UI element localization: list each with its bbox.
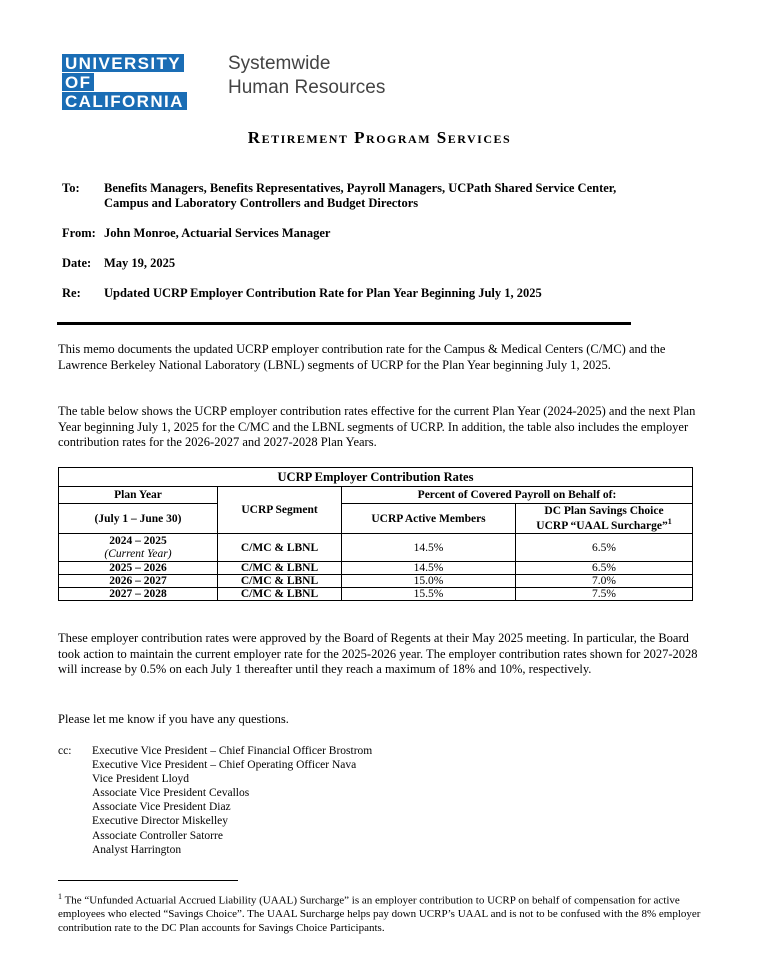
cc-name: Analyst Harrington [92, 843, 182, 856]
footnote-marker: 1 [58, 892, 62, 901]
to-value: Benefits Managers, Benefits Representatives, Payroll Managers, UCPath Shared Service Center, Campus and Laboratory Controllers and Budget Directors [104, 181, 617, 210]
header-plan-year-sub: (July 1 – June 30) [59, 504, 218, 534]
table-header-row-1 [59, 487, 693, 504]
rates-table [58, 467, 693, 601]
header-dc-line-1: DC Plan Savings Choice [544, 505, 664, 518]
header-dc-line-2: UCRP “UAAL Surcharge” [536, 519, 668, 532]
table-row [59, 534, 693, 548]
current-year-note: (Current Year) [59, 548, 218, 562]
row-year: 2026 – 2027 [59, 575, 218, 588]
row-dc: 7.5% [516, 588, 693, 601]
row-segment: C/MC & LBNL [218, 588, 342, 601]
university-logo [62, 54, 187, 111]
cc-name: Associate Vice President Diaz [92, 801, 231, 814]
row-year: 2025 – 2026 [59, 562, 218, 575]
org-line-2: Human Resources [228, 77, 386, 98]
cc-name: Executive Vice President – Chief Financial Officer Brostrom [92, 745, 373, 757]
page-title: Retirement Program Services [247, 128, 512, 147]
paragraph-1: This memo documents the updated UCRP employer contribution rate for the Campus & Medical Centers (C/MC) and the Lawrence Berkeley National Laboratory (LBNL) segments of UCRP for the Plan Year beginning July 1, 2025. [58, 342, 666, 372]
date-label: Date: [62, 256, 92, 270]
footnote-ref: 1 [667, 517, 672, 527]
memo-date [62, 256, 642, 271]
row-active: 14.5% [342, 534, 516, 562]
cc-name: Associate Vice President Cevallos [92, 787, 250, 800]
footnote-text: The “Unfunded Actuarial Accrued Liability (UAAL) Surcharge” is an employer contribution to UCRP on behalf of compensation for active employees who elected “Savings Choice”. The UAAL Surcharge helps pay down UCRP’s UAAL and is not to be confused with the 8% employer contribution rate to the DC Plan accounts for Savings Choice Participants. [58, 894, 701, 934]
paragraph-2: The table below shows the UCRP employer contribution rates effective for the current Plan Year (2024-2025) and the next Plan Year beginning July 1, 2025 for the C/MC and the LBNL segments of UCRP. In addition, the table also includes the employer contribution rates for the 2026-2027 and 2027-2028 Plan Years. [58, 404, 696, 449]
paragraph-3: These employer contribution rates were approved by the Board of Regents at their May 2025 meeting. In particular, the Board took action to maintain the current employer rate for the 2025-2026 year. The employer contribution rates shown for 2027-2028 will increase by 0.5% on each July 1 thereafter until they reach a maximum of 18% and 10%, respectively. [58, 631, 698, 676]
to-label: To: [62, 181, 80, 195]
row-segment: C/MC & LBNL [218, 562, 342, 575]
cc-name: Executive Vice President – Chief Operating Officer Nava [92, 759, 357, 772]
footnote [58, 890, 708, 935]
header-active: UCRP Active Members [342, 504, 516, 534]
table-header-row-2 [59, 504, 693, 534]
paragraph-4: Please let me know if you have any questions. [58, 712, 289, 726]
logo-line-3: CALIFORNIA [62, 92, 187, 110]
row-active: 15.0% [342, 575, 516, 588]
row-dc: 7.0% [516, 575, 693, 588]
row-dc: 6.5% [516, 534, 693, 562]
table-row [59, 588, 693, 601]
org-name [228, 52, 385, 100]
table-row [59, 562, 693, 575]
table-caption-row [59, 468, 693, 487]
row-year: 2027 – 2028 [59, 588, 218, 601]
table-caption: UCRP Employer Contribution Rates [59, 468, 693, 487]
date-value: May 19, 2025 [104, 256, 176, 270]
table-row [59, 575, 693, 588]
cc-block [58, 744, 372, 857]
row-year: 2024 – 2025 [59, 534, 218, 548]
header-divider [57, 322, 631, 325]
cc-label: cc: [58, 745, 72, 757]
re-value: Updated UCRP Employer Contribution Rate for Plan Year Beginning July 1, 2025 [104, 286, 542, 300]
memo-header [62, 181, 642, 316]
row-dc: 6.5% [516, 562, 693, 575]
cc-list [92, 744, 372, 857]
header-segment: UCRP Segment [218, 487, 342, 534]
memo-from [62, 226, 642, 241]
footnote-divider [58, 880, 238, 881]
from-value: John Monroe, Actuarial Services Manager [104, 226, 331, 240]
from-label: From: [62, 226, 96, 240]
row-segment: C/MC & LBNL [218, 575, 342, 588]
row-active: 15.5% [342, 588, 516, 601]
header-percent: Percent of Covered Payroll on Behalf of: [342, 487, 693, 504]
logo-line-2: OF [62, 73, 94, 91]
re-label: Re: [62, 286, 81, 300]
row-segment: C/MC & LBNL [218, 534, 342, 562]
memo-to [62, 181, 642, 211]
cc-name: Executive Director Miskelley [92, 815, 229, 828]
cc-name: Vice President Lloyd [92, 773, 190, 786]
cc-name: Associate Controller Satorre [92, 829, 223, 842]
org-line-1: Systemwide [228, 53, 331, 74]
row-active: 14.5% [342, 562, 516, 575]
header-dc [516, 504, 693, 534]
memo-re [62, 286, 642, 301]
header-plan-year: Plan Year [59, 487, 218, 504]
logo-line-1: UNIVERSITY [62, 54, 184, 72]
